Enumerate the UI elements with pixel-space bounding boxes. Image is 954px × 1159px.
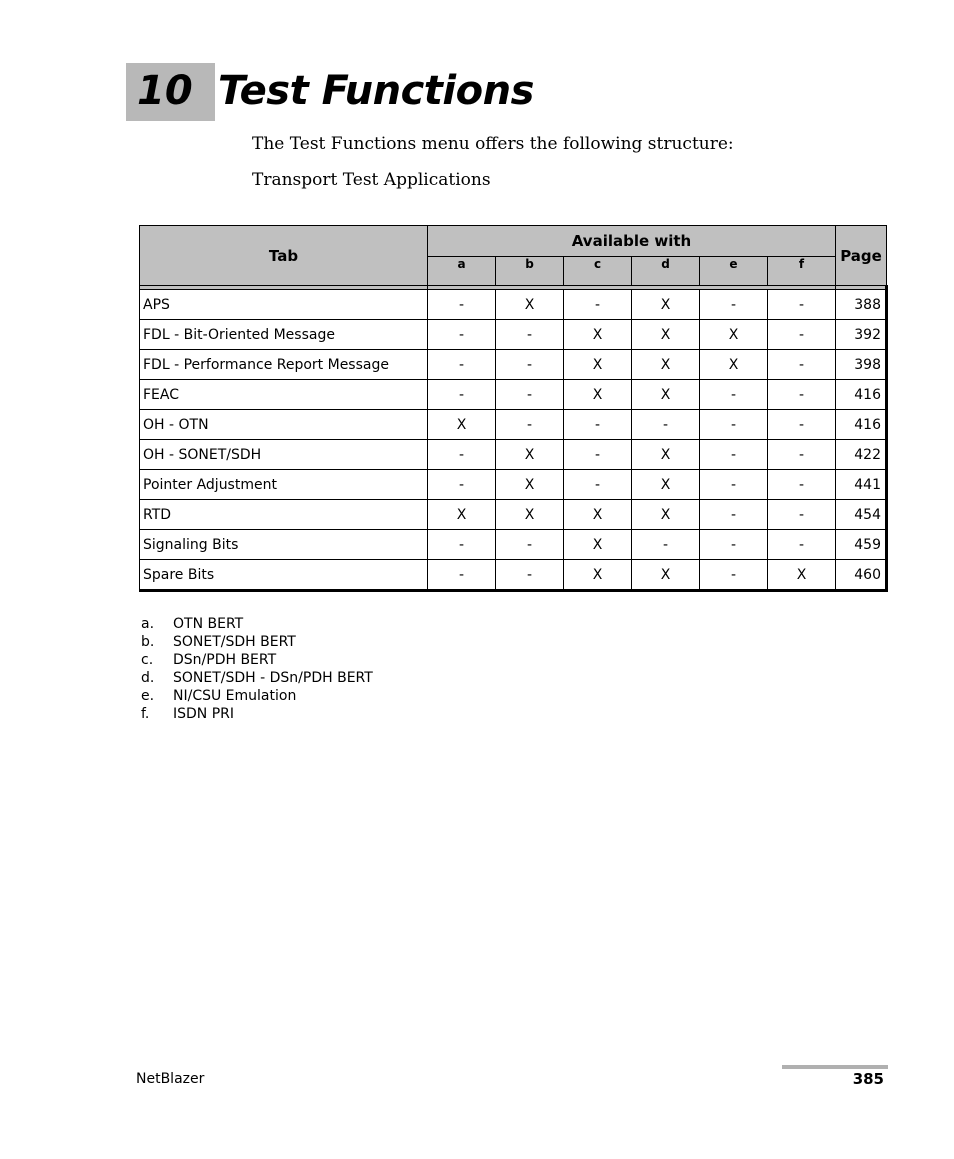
availability-cell-b: X xyxy=(496,470,564,500)
row-tab-name: Pointer Adjustment xyxy=(140,470,428,500)
table-row xyxy=(140,500,887,530)
table-row xyxy=(140,440,887,470)
availability-cell-e: - xyxy=(700,470,768,500)
row-page-number: 441 xyxy=(836,470,887,500)
availability-cell-e: - xyxy=(700,530,768,560)
availability-cell-f: - xyxy=(768,410,836,440)
availability-cell-e: - xyxy=(700,290,768,320)
availability-cell-d: X xyxy=(632,320,700,350)
availability-cell-a: - xyxy=(428,350,496,380)
availability-cell-a: - xyxy=(428,530,496,560)
row-page-number: 454 xyxy=(836,500,887,530)
footnote-key: f. xyxy=(141,706,150,722)
footnote-text: ISDN PRI xyxy=(173,706,235,722)
availability-cell-f: - xyxy=(768,500,836,530)
availability-cell-b: - xyxy=(496,560,564,591)
availability-cell-d: X xyxy=(632,290,700,320)
availability-cell-c: - xyxy=(564,470,632,500)
footer-rule xyxy=(782,1065,888,1069)
row-tab-name: Spare Bits xyxy=(140,560,428,591)
footnote-key: d. xyxy=(141,670,155,686)
availability-cell-b: X xyxy=(496,290,564,320)
availability-cell-a: - xyxy=(428,560,496,591)
availability-cell-a: - xyxy=(428,470,496,500)
availability-cell-e: - xyxy=(700,560,768,591)
availability-cell-c: - xyxy=(564,410,632,440)
availability-cell-d: X xyxy=(632,470,700,500)
table-row xyxy=(140,410,887,440)
footnote-item xyxy=(141,633,373,651)
header-col-d: d xyxy=(632,257,700,286)
footnote-text: OTN BERT xyxy=(173,616,244,632)
availability-cell-d: X xyxy=(632,440,700,470)
section-subtitle: Transport Test Applications xyxy=(252,170,491,190)
row-tab-name: Signaling Bits xyxy=(140,530,428,560)
header-page: Page xyxy=(836,226,887,286)
table-row xyxy=(140,380,887,410)
availability-cell-c: X xyxy=(564,320,632,350)
table-row xyxy=(140,320,887,350)
footnote-key: a. xyxy=(141,616,155,632)
footnote-text: SONET/SDH BERT xyxy=(173,634,296,650)
header-col-a: a xyxy=(428,257,496,286)
availability-cell-a: - xyxy=(428,320,496,350)
footer-product-name: NetBlazer xyxy=(136,1071,205,1087)
header-col-e: e xyxy=(700,257,768,286)
row-tab-name: RTD xyxy=(140,500,428,530)
availability-cell-c: X xyxy=(564,380,632,410)
availability-cell-c: X xyxy=(564,500,632,530)
chapter-number: 10 xyxy=(137,68,193,114)
footnote-key: e. xyxy=(141,688,155,704)
availability-cell-e: - xyxy=(700,380,768,410)
row-page-number: 388 xyxy=(836,290,887,320)
availability-cell-e: X xyxy=(700,350,768,380)
header-col-b: b xyxy=(496,257,564,286)
table-row xyxy=(140,530,887,560)
availability-cell-f: - xyxy=(768,470,836,500)
availability-cell-b: - xyxy=(496,530,564,560)
availability-cell-d: X xyxy=(632,560,700,591)
availability-cell-f: - xyxy=(768,290,836,320)
row-tab-name: APS xyxy=(140,290,428,320)
row-tab-name: OH - OTN xyxy=(140,410,428,440)
availability-cell-f: - xyxy=(768,530,836,560)
availability-cell-f: - xyxy=(768,350,836,380)
availability-cell-b: X xyxy=(496,500,564,530)
footnote-item xyxy=(141,669,373,687)
row-tab-name: FDL - Performance Report Message xyxy=(140,350,428,380)
footnote-text: DSn/PDH BERT xyxy=(173,652,277,668)
availability-cell-c: X xyxy=(564,350,632,380)
availability-cell-b: - xyxy=(496,410,564,440)
footer-page-number: 385 xyxy=(852,1070,884,1088)
availability-cell-e: - xyxy=(700,410,768,440)
row-page-number: 460 xyxy=(836,560,887,591)
footnote-item xyxy=(141,687,373,705)
availability-cell-f: - xyxy=(768,320,836,350)
table-row xyxy=(140,470,887,500)
header-col-f: f xyxy=(768,257,836,286)
footnote-item xyxy=(141,615,373,633)
header-tab: Tab xyxy=(140,226,428,286)
footnote-key: b. xyxy=(141,634,155,650)
availability-cell-c: - xyxy=(564,440,632,470)
availability-cell-d: X xyxy=(632,380,700,410)
availability-cell-f: - xyxy=(768,440,836,470)
availability-cell-c: X xyxy=(564,560,632,591)
availability-cell-f: X xyxy=(768,560,836,591)
availability-cell-d: X xyxy=(632,350,700,380)
row-tab-name: FEAC xyxy=(140,380,428,410)
row-page-number: 459 xyxy=(836,530,887,560)
row-page-number: 416 xyxy=(836,410,887,440)
availability-cell-b: X xyxy=(496,440,564,470)
table-row xyxy=(140,560,887,591)
availability-cell-c: X xyxy=(564,530,632,560)
row-page-number: 416 xyxy=(836,380,887,410)
table-footnotes xyxy=(141,615,373,723)
row-tab-name: FDL - Bit-Oriented Message xyxy=(140,320,428,350)
intro-text: The Test Functions menu offers the following structure: xyxy=(252,134,734,154)
availability-cell-d: - xyxy=(632,530,700,560)
test-functions-table xyxy=(139,225,888,592)
availability-cell-e: X xyxy=(700,320,768,350)
availability-cell-a: - xyxy=(428,380,496,410)
availability-cell-e: - xyxy=(700,440,768,470)
footnote-item xyxy=(141,705,373,723)
table-row xyxy=(140,350,887,380)
row-page-number: 398 xyxy=(836,350,887,380)
availability-cell-a: - xyxy=(428,290,496,320)
availability-cell-b: - xyxy=(496,350,564,380)
header-col-c: c xyxy=(564,257,632,286)
availability-cell-f: - xyxy=(768,380,836,410)
row-page-number: 392 xyxy=(836,320,887,350)
table-row xyxy=(140,290,887,320)
row-page-number: 422 xyxy=(836,440,887,470)
availability-cell-a: X xyxy=(428,410,496,440)
availability-cell-d: X xyxy=(632,500,700,530)
footnote-text: NI/CSU Emulation xyxy=(173,688,297,704)
availability-cell-e: - xyxy=(700,500,768,530)
chapter-title: Test Functions xyxy=(218,68,534,114)
availability-cell-a: - xyxy=(428,440,496,470)
availability-cell-a: X xyxy=(428,500,496,530)
availability-cell-c: - xyxy=(564,290,632,320)
footnote-text: SONET/SDH - DSn/PDH BERT xyxy=(173,670,373,686)
header-available-with: Available with xyxy=(428,226,836,257)
availability-cell-b: - xyxy=(496,380,564,410)
row-tab-name: OH - SONET/SDH xyxy=(140,440,428,470)
availability-cell-b: - xyxy=(496,320,564,350)
footnote-item xyxy=(141,651,373,669)
availability-cell-d: - xyxy=(632,410,700,440)
footnote-key: c. xyxy=(141,652,154,668)
